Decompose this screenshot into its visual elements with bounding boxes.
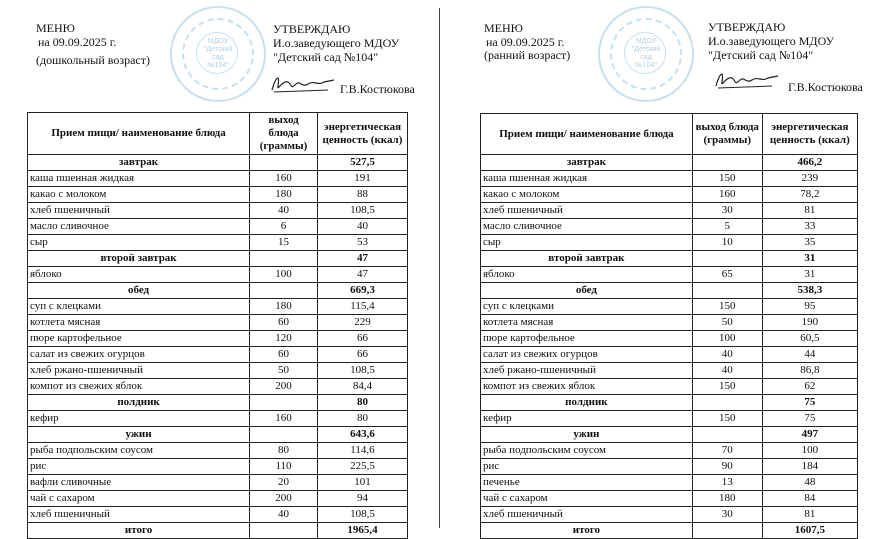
weight-cell: 160: [250, 411, 318, 427]
dish-name-cell: суп с клецками: [28, 299, 250, 315]
weight-cell: 180: [250, 187, 318, 203]
weight-cell: 160: [250, 171, 318, 187]
energy-cell: 81: [762, 507, 857, 523]
meal-name-cell: полдник: [28, 395, 250, 411]
dish-row: [28, 475, 408, 491]
energy-cell: 75: [762, 395, 857, 411]
energy-cell: 44: [762, 347, 857, 363]
dish-name-cell: чай с сахаром: [481, 491, 693, 507]
weight-cell: 110: [250, 459, 318, 475]
energy-cell: 80: [317, 411, 407, 427]
approval-institution: "Детский сад №104": [708, 48, 814, 62]
column-header-dish: Прием пищи/ наименование блюда: [28, 113, 250, 155]
energy-cell: 527,5: [317, 155, 407, 171]
dish-row: [28, 411, 408, 427]
total-row: [481, 523, 858, 539]
dish-row: [481, 363, 858, 379]
dish-name-cell: хлеб пшеничный: [28, 203, 250, 219]
menu-age-group: (ранний возраст): [484, 48, 571, 62]
weight-cell: 13: [692, 475, 762, 491]
dish-name-cell: пюре картофельное: [28, 331, 250, 347]
energy-cell: 75: [762, 411, 857, 427]
weight-cell: 150: [692, 299, 762, 315]
weight-cell: 200: [250, 379, 318, 395]
approval-block: [273, 22, 399, 64]
energy-cell: 101: [317, 475, 407, 491]
approval-institution: "Детский сад №104": [273, 50, 379, 64]
menu-header: [484, 21, 570, 62]
energy-cell: 47: [317, 267, 407, 283]
dish-name-cell: салат из свежих огурцов: [28, 347, 250, 363]
dish-name-cell: каша пшенная жидкая: [481, 171, 693, 187]
dish-row: [481, 203, 858, 219]
meal-name-cell: ужин: [481, 427, 693, 443]
energy-cell: 35: [762, 235, 857, 251]
dish-name-cell: котлета мясная: [28, 315, 250, 331]
dish-name-cell: рис: [481, 459, 693, 475]
dish-name-cell: хлеб пшеничный: [481, 203, 693, 219]
meal-row: [28, 395, 408, 411]
meal-row: [481, 427, 858, 443]
weight-cell: 100: [692, 331, 762, 347]
dish-row: [28, 315, 408, 331]
energy-cell: 48: [762, 475, 857, 491]
dish-row: [481, 235, 858, 251]
dish-name-cell: сыр: [28, 235, 250, 251]
weight-cell: 200: [250, 491, 318, 507]
energy-cell: 225,5: [317, 459, 407, 475]
weight-cell: 50: [692, 315, 762, 331]
weight-cell: [692, 251, 762, 267]
column-header-energy: энергетическая ценность (ккал): [317, 113, 407, 155]
energy-cell: 108,5: [317, 363, 407, 379]
energy-cell: 538,3: [762, 283, 857, 299]
energy-cell: 31: [762, 251, 857, 267]
energy-cell: 62: [762, 379, 857, 395]
column-header-energy: энергетическая ценность (ккал): [762, 114, 857, 155]
dish-name-cell: пюре картофельное: [481, 331, 693, 347]
dish-row: [28, 299, 408, 315]
dish-name-cell: салат из свежих огурцов: [481, 347, 693, 363]
meal-name-cell: второй завтрак: [481, 251, 693, 267]
weight-cell: [692, 395, 762, 411]
weight-cell: [250, 523, 318, 539]
dish-name-cell: хлеб пшеничный: [28, 507, 250, 523]
signer-name: Г.В.Костюкова: [788, 80, 863, 94]
energy-cell: 108,5: [317, 507, 407, 523]
dish-name-cell: хлеб ржано-пшеничный: [28, 363, 250, 379]
weight-cell: 60: [250, 315, 318, 331]
dish-row: [481, 411, 858, 427]
weight-cell: [692, 155, 762, 171]
table-header-row: [28, 113, 408, 155]
dish-row: [28, 331, 408, 347]
dish-name-cell: чай с сахаром: [28, 491, 250, 507]
weight-cell: 65: [692, 267, 762, 283]
dish-row: [28, 507, 408, 523]
weight-cell: 30: [692, 507, 762, 523]
dish-name-cell: сыр: [481, 235, 693, 251]
menu-panel-early: [440, 0, 873, 536]
energy-cell: 47: [317, 251, 407, 267]
dish-name-cell: кефир: [481, 411, 693, 427]
dish-name-cell: масло сливочное: [28, 219, 250, 235]
weight-cell: [692, 427, 762, 443]
energy-cell: 100: [762, 443, 857, 459]
weight-cell: 100: [250, 267, 318, 283]
total-row: [28, 523, 408, 539]
energy-cell: 115,4: [317, 299, 407, 315]
meal-name-cell: обед: [28, 283, 250, 299]
stamp-text: МДОУ "Детский сад №104": [203, 38, 233, 69]
weight-cell: 30: [692, 203, 762, 219]
signature: [268, 72, 338, 96]
weight-cell: [692, 523, 762, 539]
dish-name-cell: кефир: [28, 411, 250, 427]
energy-cell: 497: [762, 427, 857, 443]
energy-cell: 88: [317, 187, 407, 203]
column-header-dish: Прием пищи/ наименование блюда: [481, 114, 693, 155]
energy-cell: 1607,5: [762, 523, 857, 539]
dish-row: [28, 443, 408, 459]
menu-table-body: [481, 155, 858, 539]
weight-cell: 5: [692, 219, 762, 235]
menu-date: на 09.09.2025 г.: [486, 35, 565, 49]
weight-cell: [692, 283, 762, 299]
dish-name-cell: рыба подпольским соусом: [28, 443, 250, 459]
weight-cell: 40: [250, 507, 318, 523]
dish-row: [481, 379, 858, 395]
energy-cell: 84: [762, 491, 857, 507]
weight-cell: 40: [250, 203, 318, 219]
dish-name-cell: яблоко: [481, 267, 693, 283]
dish-row: [28, 379, 408, 395]
dish-name-cell: компот из свежих яблок: [28, 379, 250, 395]
dish-row: [481, 187, 858, 203]
stamp-seal: [170, 6, 266, 102]
total-label-cell: итого: [28, 523, 250, 539]
approval-heading: УТВЕРЖДАЮ: [273, 22, 351, 36]
meal-row: [481, 283, 858, 299]
meal-row: [28, 427, 408, 443]
weight-cell: 150: [692, 411, 762, 427]
weight-cell: [250, 283, 318, 299]
energy-cell: 53: [317, 235, 407, 251]
weight-cell: 150: [692, 171, 762, 187]
energy-cell: 239: [762, 171, 857, 187]
dish-name-cell: компот из свежих яблок: [481, 379, 693, 395]
menu-table-body: [28, 155, 408, 539]
weight-cell: 60: [250, 347, 318, 363]
meal-name-cell: полдник: [481, 395, 693, 411]
column-header-weight: выход блюда (граммы): [250, 113, 318, 155]
dish-row: [481, 475, 858, 491]
dish-row: [481, 219, 858, 235]
column-header-weight: выход блюда (граммы): [692, 114, 762, 155]
dish-row: [481, 507, 858, 523]
energy-cell: 31: [762, 267, 857, 283]
meal-name-cell: обед: [481, 283, 693, 299]
weight-cell: 15: [250, 235, 318, 251]
stamp-seal: [598, 6, 694, 102]
dish-name-cell: хлеб пшеничный: [481, 507, 693, 523]
approval-block: [708, 20, 834, 62]
dish-name-cell: каша пшенная жидкая: [28, 171, 250, 187]
weight-cell: [250, 395, 318, 411]
energy-cell: 95: [762, 299, 857, 315]
dish-name-cell: вафли сливочные: [28, 475, 250, 491]
weight-cell: 50: [250, 363, 318, 379]
dish-name-cell: рис: [28, 459, 250, 475]
weight-cell: 80: [250, 443, 318, 459]
weight-cell: 120: [250, 331, 318, 347]
energy-cell: 81: [762, 203, 857, 219]
dish-row: [481, 267, 858, 283]
energy-cell: 191: [317, 171, 407, 187]
menu-table: [27, 112, 408, 539]
dish-name-cell: печенье: [481, 475, 693, 491]
energy-cell: 114,6: [317, 443, 407, 459]
dish-row: [481, 347, 858, 363]
meal-name-cell: завтрак: [481, 155, 693, 171]
energy-cell: 190: [762, 315, 857, 331]
dish-name-cell: суп с клецками: [481, 299, 693, 315]
energy-cell: 86,8: [762, 363, 857, 379]
dish-row: [28, 219, 408, 235]
dish-row: [28, 267, 408, 283]
dish-row: [481, 443, 858, 459]
dish-row: [28, 187, 408, 203]
weight-cell: 6: [250, 219, 318, 235]
dish-row: [28, 459, 408, 475]
energy-cell: 229: [317, 315, 407, 331]
table-header-row: [481, 114, 858, 155]
weight-cell: 90: [692, 459, 762, 475]
menu-date: на 09.09.2025 г.: [38, 35, 117, 49]
energy-cell: 66: [317, 331, 407, 347]
dish-row: [481, 299, 858, 315]
total-label-cell: итого: [481, 523, 693, 539]
dish-row: [481, 491, 858, 507]
weight-cell: 180: [250, 299, 318, 315]
meal-name-cell: ужин: [28, 427, 250, 443]
meal-row: [28, 283, 408, 299]
weight-cell: [250, 427, 318, 443]
energy-cell: 643,6: [317, 427, 407, 443]
dish-name-cell: какао с молоком: [481, 187, 693, 203]
meal-name-cell: второй завтрак: [28, 251, 250, 267]
dish-row: [28, 171, 408, 187]
meal-row: [481, 155, 858, 171]
weight-cell: 10: [692, 235, 762, 251]
energy-cell: 108,5: [317, 203, 407, 219]
weight-cell: 180: [692, 491, 762, 507]
dish-row: [481, 331, 858, 347]
dish-name-cell: рыба подпольским соусом: [481, 443, 693, 459]
energy-cell: 60,5: [762, 331, 857, 347]
weight-cell: 70: [692, 443, 762, 459]
signer-name: Г.В.Костюкова: [340, 82, 415, 96]
energy-cell: 466,2: [762, 155, 857, 171]
energy-cell: 40: [317, 219, 407, 235]
weight-cell: [250, 155, 318, 171]
menu-header: [36, 21, 150, 67]
weight-cell: 20: [250, 475, 318, 491]
signature: [712, 68, 782, 92]
dish-row: [481, 459, 858, 475]
dish-name-cell: масло сливочное: [481, 219, 693, 235]
dish-row: [481, 171, 858, 187]
dish-row: [28, 347, 408, 363]
meal-row: [481, 251, 858, 267]
dish-row: [28, 363, 408, 379]
energy-cell: 80: [317, 395, 407, 411]
dish-row: [481, 315, 858, 331]
weight-cell: 40: [692, 347, 762, 363]
weight-cell: [250, 251, 318, 267]
dish-name-cell: хлеб ржано-пшеничный: [481, 363, 693, 379]
dish-row: [28, 491, 408, 507]
approval-position: И.о.заведующего МДОУ: [708, 34, 835, 48]
energy-cell: 1965,4: [317, 523, 407, 539]
weight-cell: 150: [692, 379, 762, 395]
approval-heading: УТВЕРЖДАЮ: [708, 20, 786, 34]
meal-row: [28, 155, 408, 171]
meal-row: [481, 395, 858, 411]
weight-cell: 160: [692, 187, 762, 203]
energy-cell: 94: [317, 491, 407, 507]
energy-cell: 84,4: [317, 379, 407, 395]
energy-cell: 78,2: [762, 187, 857, 203]
energy-cell: 66: [317, 347, 407, 363]
menu-table: [480, 113, 858, 539]
dish-name-cell: яблоко: [28, 267, 250, 283]
energy-cell: 669,3: [317, 283, 407, 299]
approval-position: И.о.заведующего МДОУ: [273, 36, 400, 50]
stamp-text: МДОУ "Детский сад №104": [631, 38, 661, 69]
menu-title: МЕНЮ: [36, 21, 75, 35]
energy-cell: 184: [762, 459, 857, 475]
energy-cell: 33: [762, 219, 857, 235]
dish-name-cell: какао с молоком: [28, 187, 250, 203]
menu-age-group: (дошкольный возраст): [36, 53, 150, 67]
menu-title: МЕНЮ: [484, 21, 523, 35]
meal-name-cell: завтрак: [28, 155, 250, 171]
dish-row: [28, 235, 408, 251]
dish-name-cell: котлета мясная: [481, 315, 693, 331]
dish-row: [28, 203, 408, 219]
weight-cell: 40: [692, 363, 762, 379]
meal-row: [28, 251, 408, 267]
